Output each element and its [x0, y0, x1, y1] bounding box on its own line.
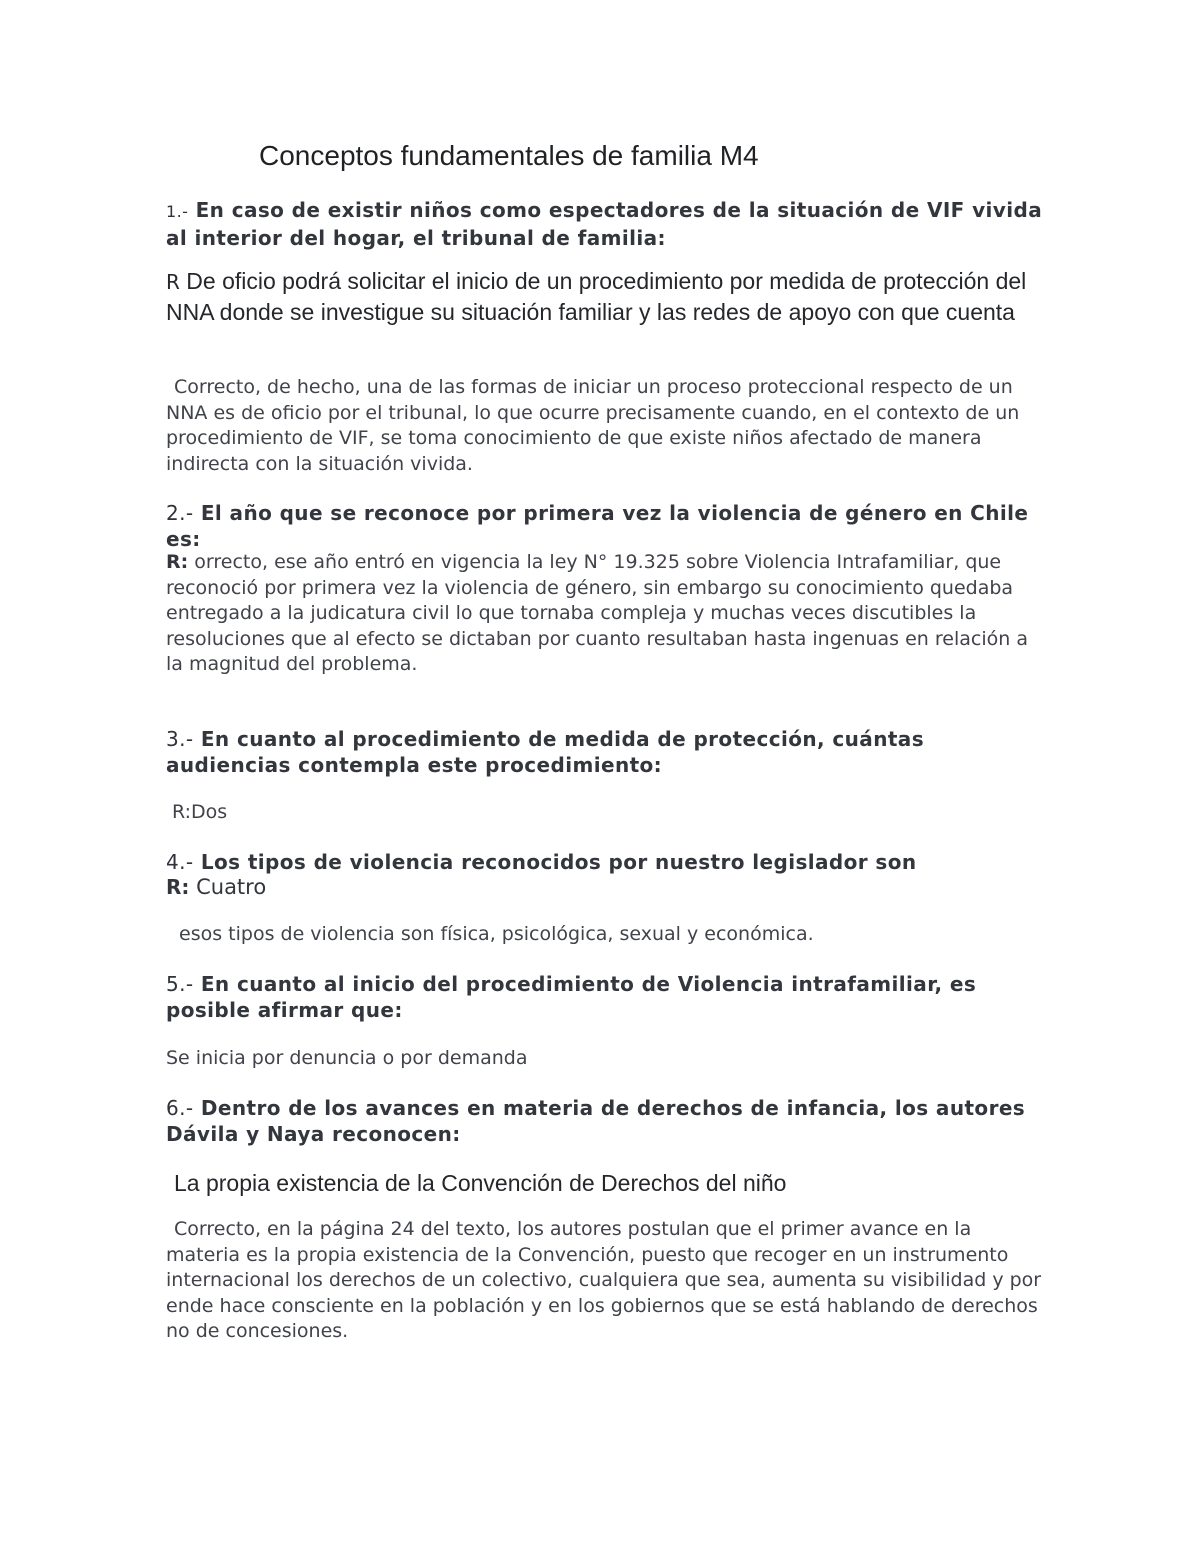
answer-prefix: R: [166, 875, 190, 899]
answer-6: La propia existencia de la Convención de Derechos del niño [174, 1170, 787, 1196]
question-4 [166, 849, 1046, 875]
question-3 [166, 726, 1046, 778]
question-6 [166, 1095, 1046, 1147]
question-number: 1.- [166, 202, 189, 221]
answer-text: De oficio podrá solicitar el inicio de un procedimiento por medida de protección del NNA donde se investigue su situación familiar y las redes de apoyo con que cuenta [166, 268, 1027, 325]
question-text: En caso de existir niños como espectadores de la situación de VIF vivida al interior del hogar, el tribunal de familia: [166, 198, 1043, 250]
question-number: 6.- [166, 1096, 194, 1120]
question-text: Los tipos de violencia reconocidos por nuestro legislador son [200, 850, 917, 874]
feedback-1: Correcto, de hecho, una de las formas de iniciar un proceso proteccional respecto de un NNA es de oficio por el tribunal, lo que ocurre precisamente cuando, en el contexto de un procedimiento de VIF, se toma conocimiento de que existe niños afectado de manera indirecta con la situación vivida. [166, 376, 1020, 475]
question-number: 2.- [166, 501, 194, 525]
question-text: En cuanto al procedimiento de medida de protección, cuántas audiencias contempla este procedimiento: [166, 727, 924, 777]
answer-1 [166, 266, 1046, 327]
question-number: 3.- [166, 727, 194, 751]
question-2 [166, 500, 1046, 552]
question-number: 4.- [166, 850, 194, 874]
question-text: El año que se reconoce por primera vez la violencia de género en Chile es: [166, 501, 1029, 551]
answer-3: R:Dos [172, 801, 228, 823]
answer-prefix: R: [166, 551, 189, 573]
question-text: Dentro de los avances en materia de derechos de infancia, los autores Dávila y Naya reconocen: [166, 1096, 1026, 1146]
answer-text: Cuatro [196, 875, 267, 899]
feedback-4: esos tipos de violencia son física, psicológica, sexual y económica. [179, 923, 814, 945]
question-number: 5.- [166, 972, 194, 996]
answer-2 [166, 550, 1046, 678]
question-text: En cuanto al inicio del procedimiento de Violencia intrafamiliar, es posible afirmar que: [166, 972, 977, 1022]
question-5 [166, 971, 1046, 1023]
answer-prefix: R [166, 270, 180, 294]
answer-4 [166, 874, 1046, 900]
document-title: Conceptos fundamentales de familia M4 [259, 140, 759, 171]
answer-text: orrecto, ese año entró en vigencia la ley N° 19.325 sobre Violencia Intrafamiliar, que reconoció por primera vez la violencia de género, sin embargo su conocimiento quedaba entregado a la judicatura civil lo que tornaba compleja y muchas veces discutibles la resoluciones que al efecto se dictaban por cuanto resultaban hasta ingenuas en relación a la magnitud del problema. [166, 551, 1028, 675]
answer-5: Se inicia por denuncia o por demanda [166, 1047, 528, 1069]
feedback-6: Correcto, en la página 24 del texto, los autores postulan que el primer avance en la materia es la propia existencia de la Convención, puesto que recoger en un instrumento internacional los derechos de un colectivo, cualquiera que sea, aumenta su visibilidad y por ende hace consciente en la población y en los gobiernos que se está hablando de derechos no de concesiones. [166, 1218, 1042, 1342]
question-1 [166, 197, 1046, 251]
